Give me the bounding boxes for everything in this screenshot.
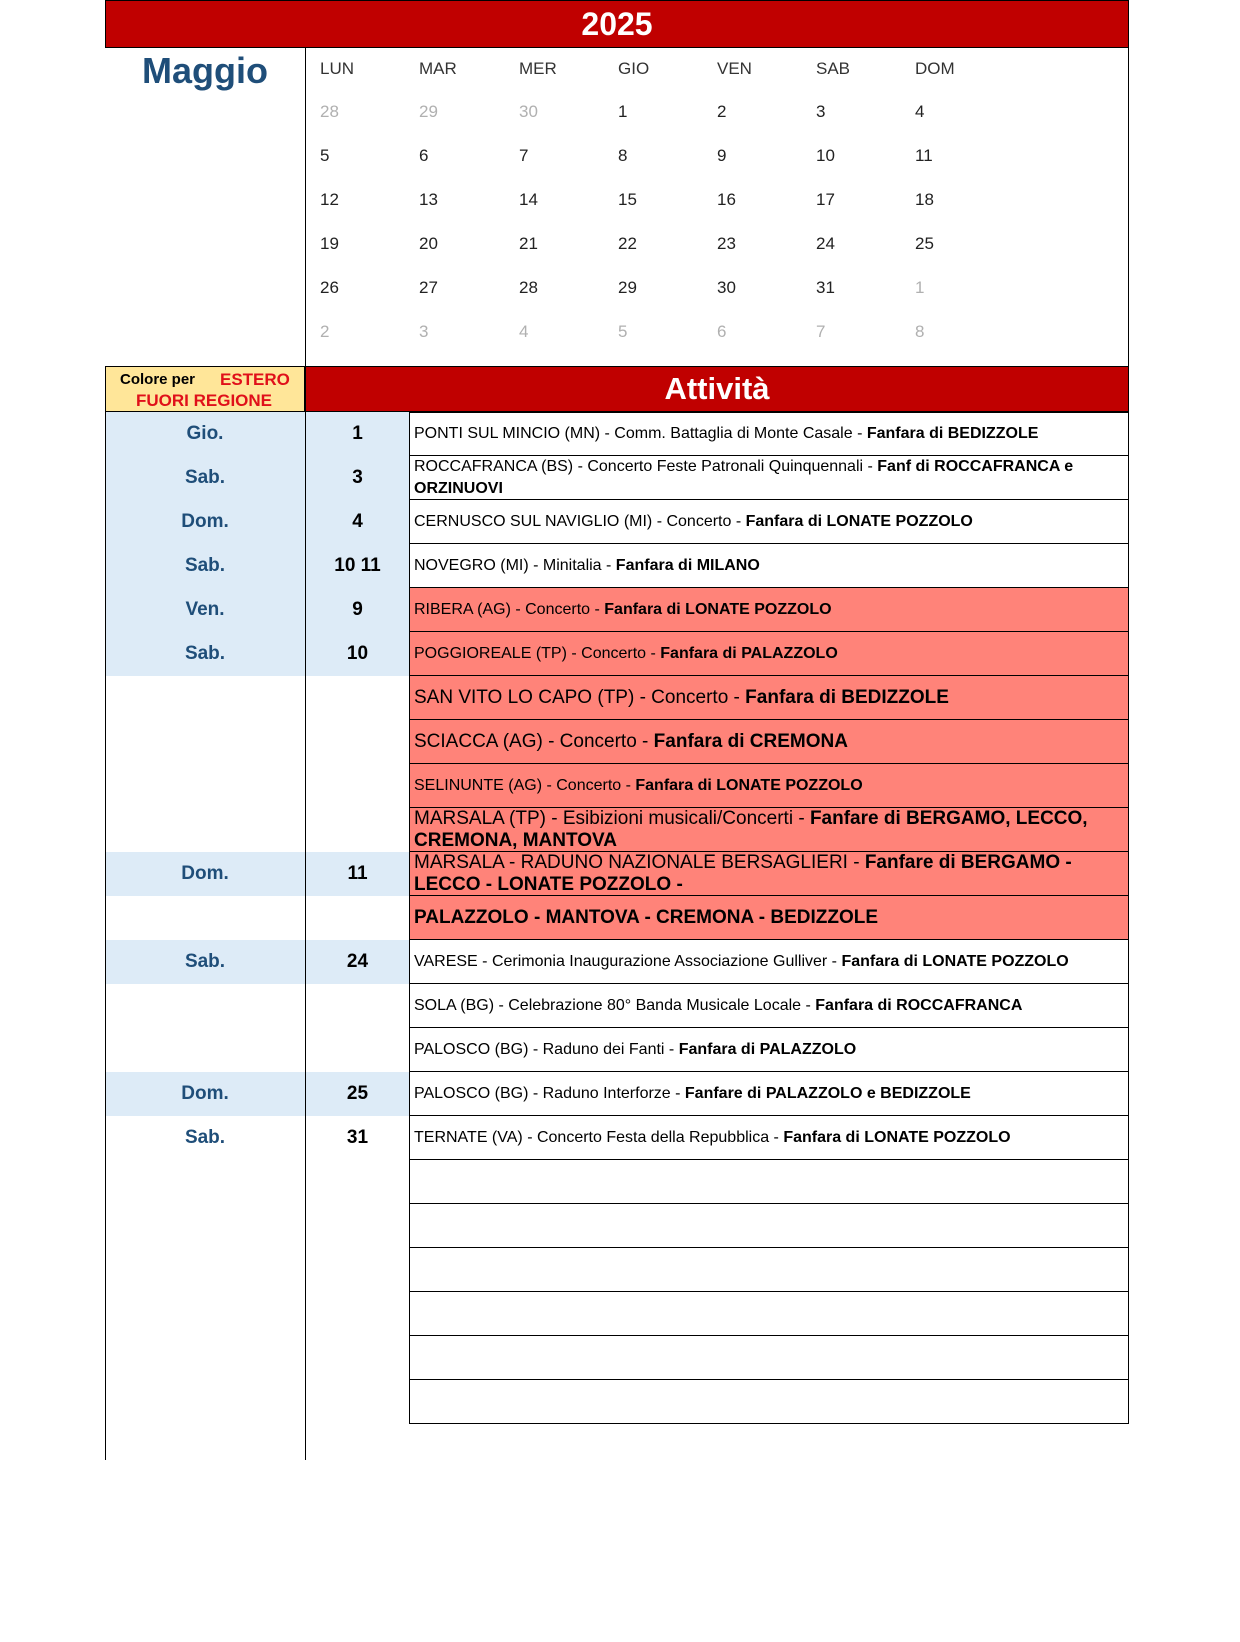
activity-description: SELINUNTE (AG) - Concerto - [414, 776, 636, 794]
row-weekday [105, 676, 305, 720]
weekday-header: SAB [816, 59, 851, 78]
activity-cell [409, 1248, 1129, 1292]
row-weekday: Sab. [105, 456, 305, 500]
calendar-day: 8 [618, 146, 628, 165]
activity-description: RIBERA (AG) - Concerto - [414, 600, 605, 618]
activity-cell [409, 1072, 1129, 1116]
row-date: 25 [306, 1072, 409, 1116]
row-date [306, 808, 409, 852]
row-weekday: Gio. [105, 412, 305, 456]
activity-description: PONTI SUL MINCIO (MN) - Comm. Battaglia di Monte Casale - [414, 425, 867, 442]
row-date [306, 1336, 409, 1380]
row-date: 31 [346, 1127, 369, 1148]
row-date: 10 11 [306, 544, 409, 588]
activity-description: PALOSCO (BG) - Raduno dei Fanti - [414, 1040, 679, 1058]
row-weekday [105, 1292, 305, 1336]
row-date [306, 720, 409, 764]
calendar-day: 28 [519, 278, 538, 297]
activity-band: Fanfara di LONATE POZZOLO [635, 776, 863, 794]
calendar-day: 24 [816, 234, 835, 253]
activity-band: Fanfara di ROCCAFRANCA [815, 996, 1023, 1014]
row-date [306, 1248, 409, 1292]
weekday-header: MER [519, 59, 557, 78]
row-weekday: Sab. [184, 1127, 226, 1148]
calendar-day: 20 [419, 234, 438, 253]
activity-cell [409, 940, 1129, 984]
calendar-day: 3 [419, 322, 429, 341]
calendar-day: 28 [320, 102, 339, 121]
row-weekday [105, 1380, 305, 1424]
calendar-day: 29 [618, 278, 637, 297]
activity-cell [409, 588, 1129, 632]
activity-description: SAN VITO LO CAPO (TP) - Concerto - [414, 686, 746, 708]
calendar-day: 4 [519, 322, 529, 341]
activity-band: Fanfara di CREMONA [653, 730, 848, 752]
row-weekday [105, 1028, 305, 1072]
activities-header: Attività [305, 366, 1129, 412]
row-date [306, 764, 409, 808]
calendar-day: 19 [320, 234, 339, 253]
activity-band: Fanfara di MILANO [615, 556, 760, 574]
weekday-header: GIO [618, 59, 650, 78]
row-weekday: Ven. [105, 588, 305, 632]
row-date: 10 [306, 632, 409, 676]
activity-cell [409, 544, 1129, 588]
activity-cell [409, 456, 1129, 500]
activity-cell [409, 896, 1129, 940]
calendar-day: 31 [816, 278, 835, 297]
activity-cell [409, 984, 1129, 1028]
calendar-day: 6 [419, 146, 429, 165]
activity-band: Fanfara di PALAZZOLO [660, 644, 838, 662]
row-weekday: Sab. [105, 544, 305, 588]
activity-description: POGGIOREALE (TP) - Concerto - [414, 644, 661, 662]
calendar-day: 10 [816, 146, 835, 165]
row-date [306, 896, 409, 940]
activity-cell [409, 1204, 1129, 1248]
calendar-day: 22 [618, 234, 637, 253]
activity-cell [409, 808, 1129, 852]
legend-estero: ESTERO [220, 370, 290, 389]
legend-fuori-regione: FUORI REGIONE [136, 391, 273, 410]
calendar-day: 29 [419, 102, 438, 121]
activity-cell [409, 1028, 1129, 1072]
color-legend [105, 366, 305, 412]
calendar-day: 16 [717, 190, 736, 209]
activity-cell [409, 412, 1129, 456]
calendar-day: 6 [717, 322, 727, 341]
calendar-day: 4 [915, 102, 925, 121]
row-weekday [105, 720, 305, 764]
calendar-day: 11 [915, 146, 933, 165]
middle-divider [305, 412, 306, 1460]
calendar-day: 30 [519, 102, 538, 121]
activity-cell [409, 1336, 1129, 1380]
weekday-header: DOM [915, 59, 955, 78]
calendar-day: 2 [320, 322, 330, 341]
activity-description: SCIACCA (AG) - Concerto - [414, 730, 654, 752]
row-weekday [105, 764, 305, 808]
weekday-header: LUN [320, 59, 355, 78]
activity-band: Fanfare di BERGAMO, LECCO, CREMONA, MANTOVA [414, 808, 1088, 851]
calendar-day: 15 [618, 190, 637, 209]
calendar-day: 18 [915, 190, 934, 209]
calendar-day: 27 [419, 278, 438, 297]
weekday-header: MAR [419, 59, 457, 78]
calendar-day: 7 [519, 146, 529, 165]
row-date [306, 676, 409, 720]
calendar-day: 1 [618, 102, 628, 121]
activity-description: VARESE - Cerimonia Inaugurazione Associazione Gulliver - [414, 952, 842, 970]
row-date: 11 [306, 852, 409, 896]
row-date [306, 1292, 409, 1336]
row-weekday: Dom. [105, 1072, 305, 1116]
activity-band: Fanfara di PALAZZOLO [678, 1040, 857, 1058]
row-weekday [105, 1160, 305, 1204]
row-date: 9 [306, 588, 409, 632]
activity-band: Fanf di ROCCAFRANCA e ORZINUOVI [414, 457, 1074, 497]
activity-cell [409, 632, 1129, 676]
calendar-day: 12 [320, 190, 339, 209]
activity-cell [409, 720, 1129, 764]
activity-cell [409, 500, 1129, 544]
activity-description: MARSALA - RADUNO NAZIONALE BERSAGLIERI - [414, 852, 865, 873]
calendar-day: 21 [519, 234, 538, 253]
row-weekday: Sab. [105, 632, 305, 676]
calendar-day: 25 [915, 234, 934, 253]
activity-description: PALOSCO (BG) - Raduno Interforze - [414, 1084, 685, 1102]
activity-description: ROCCAFRANCA (BS) - Concerto Feste Patronali Quinquennali - [414, 457, 878, 475]
activity-band: Fanfara di LONATE POZZOLO [745, 512, 973, 530]
activity-description: NOVEGRO (MI) - Minitalia - [414, 556, 616, 574]
calendar-day: 5 [320, 146, 330, 165]
left-divider [105, 412, 106, 1460]
row-date [306, 1028, 409, 1072]
month-calendar-grid [305, 48, 1129, 366]
row-date [306, 1380, 409, 1424]
row-date: 3 [306, 456, 409, 500]
row-weekday: Dom. [105, 500, 305, 544]
activity-description: TERNATE (VA) - Concerto Festa della Repubblica - [414, 1128, 784, 1146]
activity-band: Fanfare di PALAZZOLO e BEDIZZOLE [684, 1084, 971, 1102]
activity-band: Fanfara di BEDIZZOLE [866, 425, 1039, 442]
calendar-day: 1 [915, 278, 925, 297]
row-date: 24 [306, 940, 409, 984]
calendar-day: 30 [717, 278, 736, 297]
calendar-day: 26 [320, 278, 339, 297]
calendar-day: 8 [915, 322, 925, 341]
activity-description: SOLA (BG) - Celebrazione 80° Banda Musicale Locale - [414, 996, 816, 1014]
activity-cell [409, 1116, 1129, 1160]
calendar-day: 17 [816, 190, 835, 209]
row-weekday [105, 896, 305, 940]
activity-band: Fanfara di BEDIZZOLE [745, 686, 949, 708]
row-date [306, 1204, 409, 1248]
row-weekday [105, 984, 305, 1028]
activity-cell [409, 1292, 1129, 1336]
weekday-header: VEN [717, 59, 752, 78]
month-title: Maggio [142, 50, 268, 91]
row-weekday: Sab. [105, 940, 305, 984]
activity-band: Fanfara di LONATE POZZOLO [783, 1128, 1011, 1146]
calendar-sheet [105, 0, 1129, 1460]
activity-description: MARSALA (TP) - Esibizioni musicali/Concerti - [414, 808, 810, 829]
row-date: 1 [306, 412, 409, 456]
activity-band: Fanfara di LONATE POZZOLO [841, 952, 1069, 970]
activity-cell [409, 764, 1129, 808]
legend-label: Colore per [120, 371, 196, 388]
activity-band: PALAZZOLO - MANTOVA - CREMONA - BEDIZZOLE [414, 906, 879, 928]
row-date: 4 [306, 500, 409, 544]
row-date [306, 984, 409, 1028]
row-weekday: Dom. [105, 852, 305, 896]
calendar-day: 5 [618, 322, 628, 341]
activity-band: Fanfara di LONATE POZZOLO [604, 600, 832, 618]
activity-cell [409, 676, 1129, 720]
activity-band: Fanfare di BERGAMO - LECCO - LONATE POZZOLO - [414, 852, 1072, 895]
calendar-day: 7 [816, 322, 826, 341]
year-header: 2025 [105, 0, 1129, 48]
calendar-day: 9 [717, 146, 727, 165]
row-weekday [105, 1248, 305, 1292]
activity-cell [409, 1380, 1129, 1424]
calendar-day: 14 [519, 190, 538, 209]
activity-cell [409, 852, 1129, 896]
row-weekday [105, 808, 305, 852]
row-date [306, 1160, 409, 1204]
calendar-day: 2 [717, 102, 727, 121]
calendar-day: 13 [419, 190, 438, 209]
calendar-day: 3 [816, 102, 826, 121]
row-weekday [105, 1204, 305, 1248]
activity-cell [409, 1160, 1129, 1204]
calendar-day: 23 [717, 234, 736, 253]
activity-description: CERNUSCO SUL NAVIGLIO (MI) - Concerto - [414, 512, 746, 530]
row-weekday [105, 1336, 305, 1380]
